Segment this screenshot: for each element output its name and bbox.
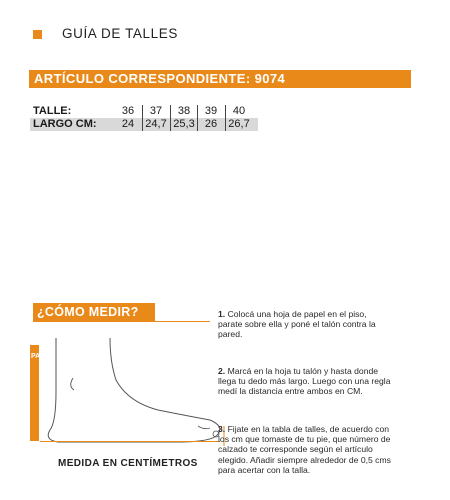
size-row (30, 105, 258, 118)
title-bullet (33, 30, 42, 39)
step-text: Fijate en la tabla de talles, de acuerdo con los cm que tomaste de tu pie, que número de calzado te corresponde según el artículo elegido. Añadir siempre alrededor de 0,5 cms para acertar con la talla. (218, 424, 391, 475)
size-row-label: TALLE: (33, 105, 72, 117)
size-cell: 40 (232, 105, 246, 117)
how-to-heading-tab (33, 303, 155, 322)
page-title: GUÍA DE TALLES (62, 26, 178, 41)
article-banner (29, 70, 411, 88)
table-divider (170, 105, 171, 131)
length-cell: 24,7 (145, 118, 167, 130)
wall-label: PARED (31, 353, 55, 360)
step-item (218, 366, 393, 397)
table-divider (225, 105, 226, 131)
size-cell: 39 (204, 105, 218, 117)
how-to-heading: ¿CÓMO MEDIR? (37, 305, 139, 319)
length-cell: 25,3 (173, 118, 195, 130)
measure-label: MEDIDA EN CENTÍMETROS (58, 458, 198, 469)
step-item (218, 309, 393, 340)
length-row (30, 118, 258, 131)
length-cell: 24 (121, 118, 135, 130)
length-row-label: LARGO CM: (33, 118, 97, 130)
step-number: 1. (218, 309, 226, 319)
size-cell: 37 (149, 105, 163, 117)
step-item (218, 424, 393, 475)
step-text: Colocá una hoja de papel en el piso, parate sobre ella y poné el talón contra la pared. (218, 309, 376, 340)
step-number: 3. (218, 424, 226, 434)
step-number: 2. (218, 366, 226, 376)
heading-rule (155, 321, 210, 322)
measure-line (40, 441, 220, 442)
foot-diagram-icon (38, 330, 244, 448)
length-cell: 26,7 (228, 118, 250, 130)
table-divider (197, 105, 198, 131)
article-label: ARTÍCULO CORRESPONDIENTE: 9074 (34, 71, 286, 86)
size-cell: 38 (177, 105, 191, 117)
step-text: Marcá en la hoja tu talón y hasta donde llega tu dedo más largo. Luego con una regla medí la distancia entre ambos en CM. (218, 366, 391, 397)
length-cell: 26 (204, 118, 218, 130)
table-divider (142, 105, 143, 131)
size-cell: 36 (121, 105, 135, 117)
